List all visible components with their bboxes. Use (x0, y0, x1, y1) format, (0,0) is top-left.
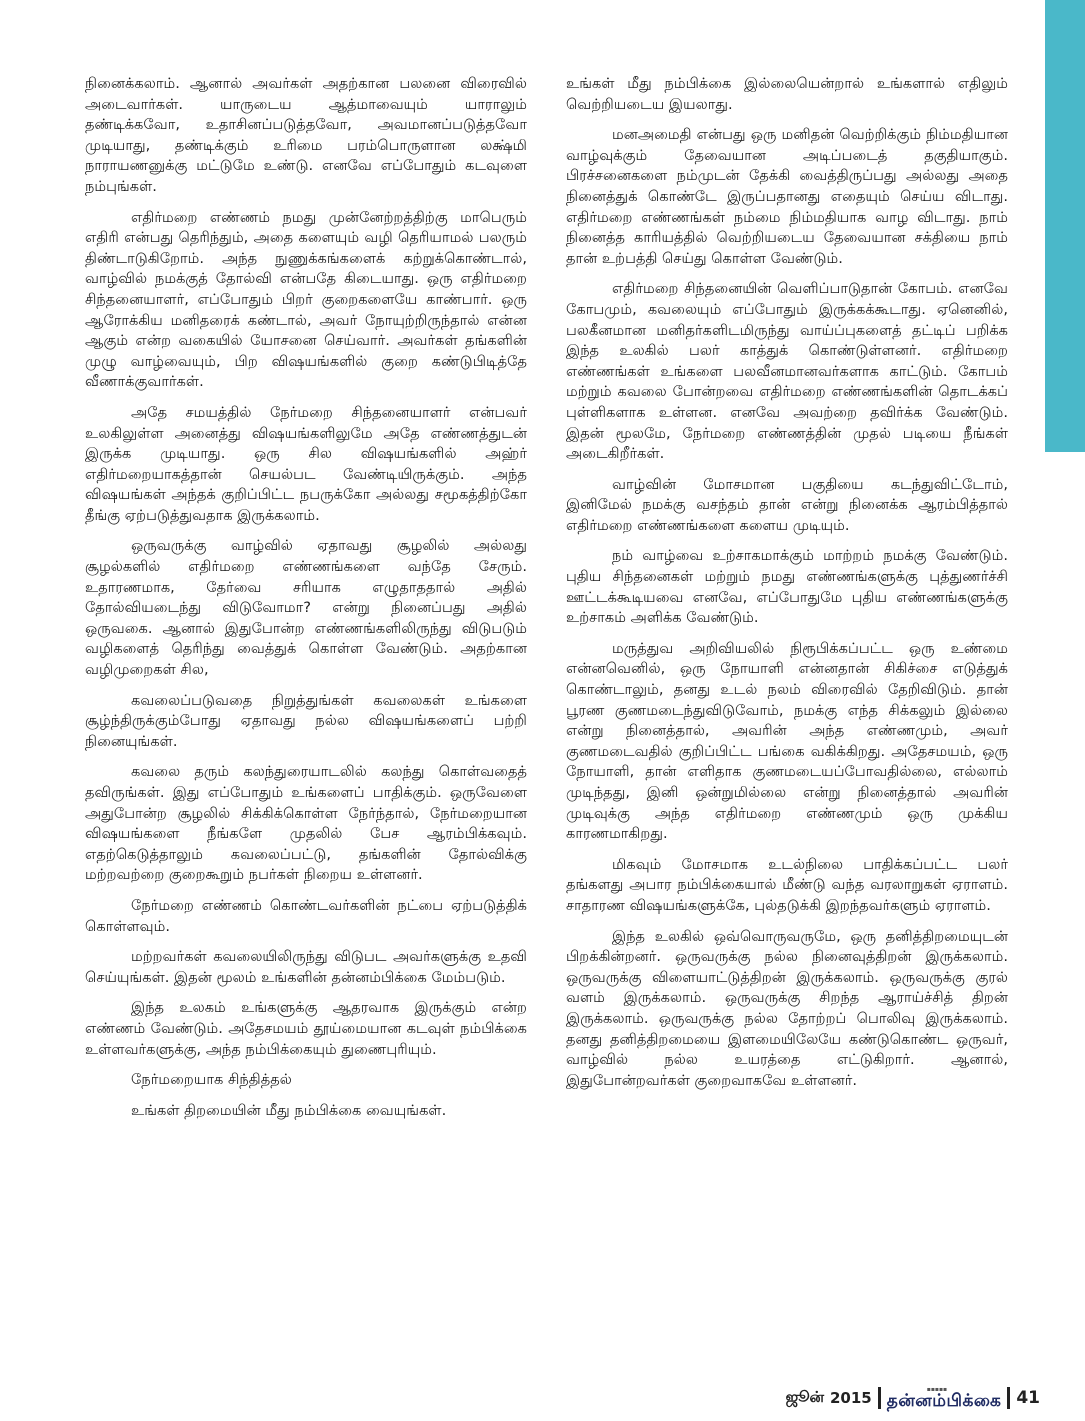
paragraph: மற்றவர்கள் கவலையிலிருந்து விடுபட அவர்களுக்கு உதவி செய்யுங்கள். இதன் மூலம் உங்களின் தன்னம்பிக்கை மேம்படும். (85, 948, 527, 986)
paragraph: உங்கள் திறமையின் மீது நம்பிக்கை வையுங்கள். (131, 1101, 447, 1119)
paragraph: நம் வாழ்வை உற்சாகமாக்கும் மாற்றம் நமக்கு வேண்டும். புதிய சிந்தனைகள் மற்றும் நமது எண்ணங்களுக்கு புத்துணர்ச்சி ஊட்டக்கூடியவை எனவே, எப்போதுமே புதிய எண்ணங்களுக்கு உற்சாகம் அளிக்க வேண்டும். (566, 547, 1008, 627)
footer-month: ஜூன் (785, 1388, 824, 1406)
page-number: 41 (1016, 1388, 1040, 1408)
paragraph: இந்த உலகம் உங்களுக்கு ஆதரவாக இருக்கும் என்ற எண்ணம் வேண்டும். அதேசமயம் தூய்மையான கடவுள் நம்பிக்கை உள்ளவர்களுக்கு, அந்த நம்பிக்கையும் துணைபுரியும். (85, 999, 527, 1058)
paragraph: ஒருவருக்கு வாழ்வில் ஏதாவது சூழலில் அல்லது சூழல்களில் எதிர்மறை எண்ணங்களை வந்தே சேரும். உதாரணமாக, தேர்வை சரியாக எழுதாததால் அதில் தோல்வியடைந்து விடுவோமா? என்று நினைப்பது அதில் ஒருவகை. ஆனால் இதுபோன்ற எண்ணங்களிலிருந்து விடுபடும் வழிகளைத் தெரிந்து வைத்துக் கொள்ள வேண்டும். அதற்கான வழிமுறைகள் சில, (85, 537, 527, 679)
left-column (85, 74, 527, 1131)
paragraph: வாழ்வின் மோசமான பகுதியை கடந்துவிட்டோம், இனிமேல் நமக்கு வசந்தம் தான் என்று நினைக்க ஆரம்பித்தால் எதிர்மறை எண்ணங்களை களைய முடியும். (566, 475, 1008, 534)
magazine-name: தன்னம்பிக்கை (886, 1390, 1002, 1411)
paragraph: கவலைப்படுவதை நிறுத்துங்கள் கவலைகள் உங்களை சூழ்ந்திருக்கும்போது ஏதாவது நல்ல விஷயங்களைப் பற்றி நினையுங்கள். (85, 691, 527, 750)
paragraph: உங்கள் மீது நம்பிக்கை இல்லையென்றால் உங்களால் எதிலும் வெற்றியடைய இயலாது. (566, 75, 1008, 113)
right-column (566, 74, 1008, 1101)
footer-year: 2015 (830, 1389, 872, 1407)
paragraph: அதே சமயத்தில் நேர்மறை சிந்தனையாளர் என்பவர் உலகிலுள்ள அனைத்து விஷயங்களிலுமே அதே எண்ணத்துடன் இருக்க முடியாது. ஒரு சில விஷயங்களில் அஹ்ர் எதிர்மறையாகத்தான் செயல்பட வேண்டியிருக்கும். அந்த விஷயங்கள் அந்தக் குறிப்பிட்ட நபருக்கோ அல்லது சமூகத்திற்கோ தீங்கு ஏற்படுத்துவதாக இருக்கலாம். (85, 403, 527, 524)
paragraph: நேர்மறை எண்ணம் கொண்டவர்களின் நட்பை ஏற்படுத்திக் கொள்ளவும். (85, 896, 527, 935)
paragraph: மிகவும் மோசமாக உடல்நிலை பாதிக்கப்பட்ட பலர் தங்களது அபார நம்பிக்கையால் மீண்டு வந்த வரலாறுகள் ஏராளம். சாதாரண விஷயங்களுக்கே, புல்தடுக்கி இறந்தவர்களும் ஏராளம். (566, 855, 1008, 914)
paragraph: மனஅமைதி என்பது ஒரு மனிதன் வெற்றிக்கும் நிம்மதியான வாழ்வுக்கும் தேவையான அடிப்படைத் தகுதியாகும். பிரச்சனைகளை நம்முடன் தேக்கி வைத்திருப்பது அல்லது அதை நினைத்துக் கொண்டே இருப்பதானது எதையும் செய்ய விடாது. எதிர்மறை எண்ணங்கள் நம்மை நிம்மதியாக வாழ விடாது. நாம் நினைத்த காரியத்தில் வெற்றியடைய தேவையான சக்தியை நாம் தான் உற்பத்தி செய்து கொள்ள வேண்டும். (566, 126, 1008, 267)
paragraph: மருத்துவ அறிவியலில் நிரூபிக்கப்பட்ட ஒரு உண்மை என்னவெனில், ஒரு நோயாளி என்னதான் சிகிச்சை எடுத்துக் கொண்டாலும், தனது உடல் நலம் விரைவில் தேறிவிடும். தான் பூரண குணமடைந்துவிடுவோம், நமக்கு எந்த சிக்கலும் இல்லை என்று நினைத்தால், அவரின் அந்த எண்ணமும், அவர் குணமடைவதில் குறிப்பிட்ட பங்கை வகிக்கிறது. அதேசமயம், ஒரு நோயாளி, தான் எளிதாக குணமடையப்போவதில்லை, எல்லாம் முடிந்தது, இனி ஒன்றுமில்லை என்று நினைத்தால் அவரின் முடிவுக்கு அந்த எதிர்மறை எண்ணமும் ஒரு முக்கிய காரணமாகிறது. (566, 639, 1008, 843)
footer-divider (1007, 1387, 1010, 1409)
paragraph: நினைக்கலாம். ஆனால் அவர்கள் அதற்கான பலனை விரைவில் அடைவார்கள். யாருடைய ஆத்மாவையும் யாராலும் தண்டிக்கவோ, உதாசினப்படுத்தவோ, அவமானப்படுத்தவோ முடியாது, தண்டிக்கும் உரிமை பரம்பொருளான லக்ஷ்மி நாராயணனுக்கு மட்டுமே உண்டு. எனவே எப்போதும் கடவுளை நம்புங்கள். (85, 75, 527, 195)
side-color-tab (1045, 0, 1085, 452)
paragraph: இந்த உலகில் ஒவ்வொருவருமே, ஒரு தனித்திறமையுடன் பிறக்கின்றனர். ஒருவருக்கு நல்ல நினைவுத்திறன் இருக்கலாம். ஒருவருக்கு விளையாட்டுத்திறன் இருக்கலாம். ஒருவருக்கு குரல் வளம் இருக்கலாம். ஒருவருக்கு சிறந்த ஆராய்ச்சித் திறன் இருக்கலாம். ஒருவருக்கு நல்ல தோற்றப் பொலிவு இருக்கலாம். தனது தனித்திறமையை இளமையிலேயே கண்டுகொண்ட ஒருவர், வாழ்வில் நல்ல உயரத்தை எட்டுகிறார். ஆனால், இதுபோன்றவர்கள் குறைவாகவே உள்ளனர். (566, 927, 1008, 1089)
page-footer (740, 1384, 1040, 1412)
paragraph: நேர்மறையாக சிந்தித்தல் (131, 1071, 292, 1089)
magazine-logo-tagline: ▪▪▪▪▪ (926, 1385, 948, 1393)
footer-divider (878, 1387, 881, 1409)
paragraph: எதிர்மறை சிந்தனையின் வெளிப்பாடுதான் கோபம். எனவே கோபமும், கவலையும் எப்போதும் இருக்கக்கூடாது. ஏனெனில், பலகீனமான மனிதர்களிடமிருந்து வாய்ப்புகளைத் தட்டிப் பறிக்க இந்த உலகில் பலர் காத்துக் கொண்டுள்ளனர். எதிர்மறை எண்ணங்கள் உங்களை பலவீனமானவர்களாக காட்டும். கோபம் மற்றும் கவலை போன்றவை எதிர்மறை எண்ணங்களின் தொடக்கப் புள்ளிகளாக உள்ளன. எனவே அவற்றை தவிர்க்க வேண்டும். இதன் மூலமே, நேர்மறை எண்ணத்தின் முதல் படியை நீங்கள் அடைகிறீர்கள். (566, 280, 1008, 463)
paragraph: கவலை தரும் கலந்துரையாடலில் கலந்து கொள்வதைத் தவிருங்கள். இது எப்போதும் உங்களைப் பாதிக்கும். ஒருவேளை அதுபோன்ற சூழலில் சிக்கிக்கொள்ள நேர்ந்தால், நேர்மறையான விஷயங்களை நீங்களே முதலில் பேச ஆரம்பிக்கவும். எதற்கெடுத்தாலும் கவலைப்பட்டு, தங்களின் தோல்விக்கு மற்றவற்றை குறைகூறும் நபர்கள் நிறைய உள்ளனர். (85, 763, 527, 884)
magazine-logo (887, 1387, 1002, 1410)
paragraph: எதிர்மறை எண்ணம் நமது முன்னேற்றத்திற்கு மாபெரும் எதிரி என்பது தெரிந்தும், அதை களையும் வழி தெரியாமல் பலரும் திண்டாடுகிறோம். அந்த நுணுக்கங்களைக் கற்றுக்கொண்டால், வாழ்வில் நமக்குத் தோல்வி என்பதே கிடையாது. ஒரு எதிர்மறை சிந்தனையாளர், எப்போதும் பிறர் குறைகளையே காண்பார். ஒரு ஆரோக்கிய மனிதரைக் கண்டால், அவர் நோயுற்றிருந்தால் என்ன ஆகும் என்ற வகையில் யோசனை செய்வார். அவர்கள் தங்களின் முழு வாழ்வையும், பிற விஷயங்களில் குறை கண்டுபிடித்தே வீணாக்குவார்கள். (85, 208, 527, 391)
